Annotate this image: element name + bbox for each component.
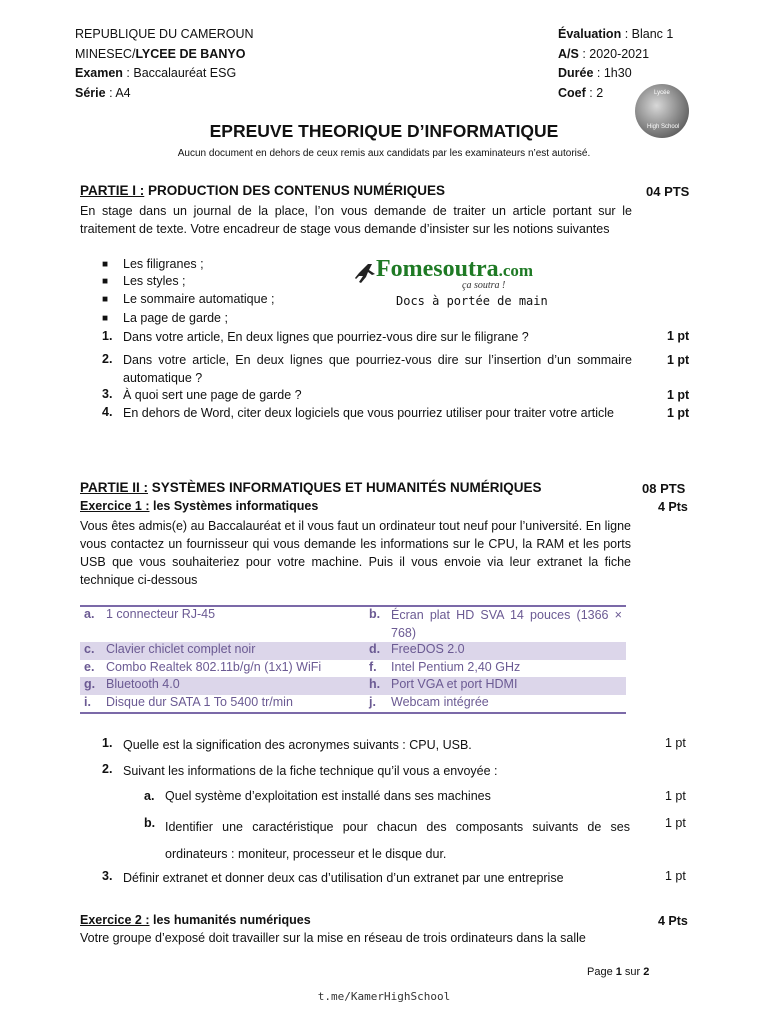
page-number: Page 1 sur 2 xyxy=(587,966,650,978)
logo-slogan: ça soutra ! xyxy=(462,280,506,291)
year-line: A/S : 2020-2021 xyxy=(558,46,650,61)
partie1-points: 04 PTS xyxy=(646,184,690,199)
exercise2-points: 4 Pts xyxy=(658,914,688,928)
question-text: Suivant les informations de la fiche technique qu’il vous a envoyée : xyxy=(123,764,498,778)
partie1-intro: En stage dans un journal de la place, l’on vous demande de traiter un article portant sur le traitement de texte. Votre encadreur de stage vous demande d’insister sur les notions suivantes xyxy=(80,204,632,236)
duration-line: Durée : 1h30 xyxy=(558,66,632,80)
question-points: 1 pt xyxy=(665,816,686,830)
header-left xyxy=(75,25,254,103)
partie2-heading: PARTIE II : SYSTÈMES INFORMATIQUES ET HUMANITÉS NUMÉRIQUES xyxy=(80,480,542,495)
table-row: i. Disque dur SATA 1 To 5400 tr/min j. Webcam intégrée xyxy=(84,694,489,709)
question-number: 3. xyxy=(102,387,113,401)
question-text: Définir extranet et donner deux cas d’utilisation d’un extranet par une entreprise xyxy=(123,871,564,885)
subquestion-letter: a. xyxy=(144,789,155,803)
fomesoutra-logo xyxy=(352,256,592,312)
logo-tagline: Docs à portée de main xyxy=(396,294,548,308)
question-number: 1. xyxy=(102,329,113,343)
school-seal-icon: Lycée High School xyxy=(635,84,689,138)
question-number: 4. xyxy=(102,405,113,419)
question-text: Dans votre article, En deux lignes que pourriez-vous dire sur l’insertion d’un sommaire automatique ? xyxy=(123,353,632,385)
exercise1-heading: Exercice 1 : les Systèmes informatiques xyxy=(80,499,319,513)
partie1-heading: PARTIE I : PRODUCTION DES CONTENUS NUMÉRIQUES xyxy=(80,183,446,198)
question-text: Dans votre article, En deux lignes que pourriez-vous dire sur le filigrane ? xyxy=(123,330,529,344)
list-item: La page de garde ; xyxy=(123,311,228,325)
school-line: MINESEC/LYCEE DE BANYO xyxy=(75,46,246,61)
partie2-points: 08 PTS xyxy=(642,481,686,496)
republic-label: REPUBLIQUE DU CAMEROUN xyxy=(75,27,254,41)
list-item: Les styles ; xyxy=(123,274,186,288)
serie-line: Série : A4 xyxy=(75,85,131,100)
logo-brand: Fomesoutra.com xyxy=(376,256,534,282)
subquestion-text: Identifier une caractéristique pour chacun des composants suivants de ses ordinateurs : moniteur, processeur et le disque dur. xyxy=(165,820,630,861)
bullet-icon: ■ xyxy=(102,313,109,324)
list-item: Le sommaire automatique ; xyxy=(123,292,275,306)
question-points: 1 pt xyxy=(665,869,686,883)
exercise2-intro: Votre groupe d’exposé doit travailler sur la mise en réseau de trois ordinateurs dans la salle xyxy=(80,931,586,945)
question-points: 1 pt xyxy=(667,388,690,402)
bullet-icon: ■ xyxy=(102,259,109,270)
question-text: À quoi sert une page de garde ? xyxy=(123,388,302,402)
exercise2-heading: Exercice 2 : les humanités numériques xyxy=(80,913,311,927)
subquestion-text: Quel système d’exploitation est installé dans ses machines xyxy=(165,789,491,803)
telegram-link[interactable]: t.me/KamerHighSchool xyxy=(317,990,451,1003)
question-points: 1 pt xyxy=(667,353,690,367)
question-number: 1. xyxy=(102,736,113,750)
question-points: 1 pt xyxy=(667,329,690,343)
subquestion-letter: b. xyxy=(144,816,156,830)
question-number: 2. xyxy=(102,352,113,366)
exam-line: Examen : Baccalauréat ESG xyxy=(75,66,237,80)
question-points: 1 pt xyxy=(667,406,690,420)
tech-spec-table xyxy=(80,605,626,714)
exercise1-intro: Vous êtes admis(e) au Baccalauréat et il vous faut un ordinateur tout neuf pour l’université. En ligne vous contactez un fournisseur qui vous demande les informations sur le CPU, la RAM et les ports USB que vous souhaiteriez pour votre machine. Puis il vous envoie via leur extranet la fiche technique ci-dessous xyxy=(80,519,631,587)
exam-subtitle: Aucun document en dehors de ceux remis aux candidats par les examinateurs n’est autorisé. xyxy=(177,148,591,159)
exam-title: EPREUVE THEORIQUE D’INFORMATIQUE xyxy=(209,121,559,141)
list-item: Les filigranes ; xyxy=(123,257,204,271)
question-points: 1 pt xyxy=(665,736,686,750)
evaluation-line: Évaluation : Blanc 1 xyxy=(558,27,674,41)
question-text: Quelle est la signification des acronymes suivants : CPU, USB. xyxy=(123,738,472,752)
coef-line: Coef : 2 xyxy=(558,85,604,100)
bullet-icon: ■ xyxy=(102,276,109,287)
question-points: 1 pt xyxy=(665,789,686,803)
question-number: 2. xyxy=(102,762,113,776)
bullet-icon: ■ xyxy=(102,294,109,305)
table-row: c. Clavier chiclet complet noir d. FreeDOS 2.0 xyxy=(80,642,626,660)
table-row: a. 1 connecteur RJ-45 b. Écran plat HD SVA 14 pouces (1366 × 768) xyxy=(84,607,622,640)
question-number: 3. xyxy=(102,869,113,883)
school-name: LYCEE DE BANYO xyxy=(135,46,246,61)
table-row: e. Combo Realtek 802.11b/g/n (1x1) WiFi f. Intel Pentium 2,40 GHz xyxy=(84,659,521,674)
question-text: En dehors de Word, citer deux logiciels que vous pourriez utiliser pour traiter votre article xyxy=(123,406,614,420)
exercise1-points: 4 Pts xyxy=(658,500,688,514)
table-row: g. Bluetooth 4.0 h. Port VGA et port HDMI xyxy=(80,677,626,695)
